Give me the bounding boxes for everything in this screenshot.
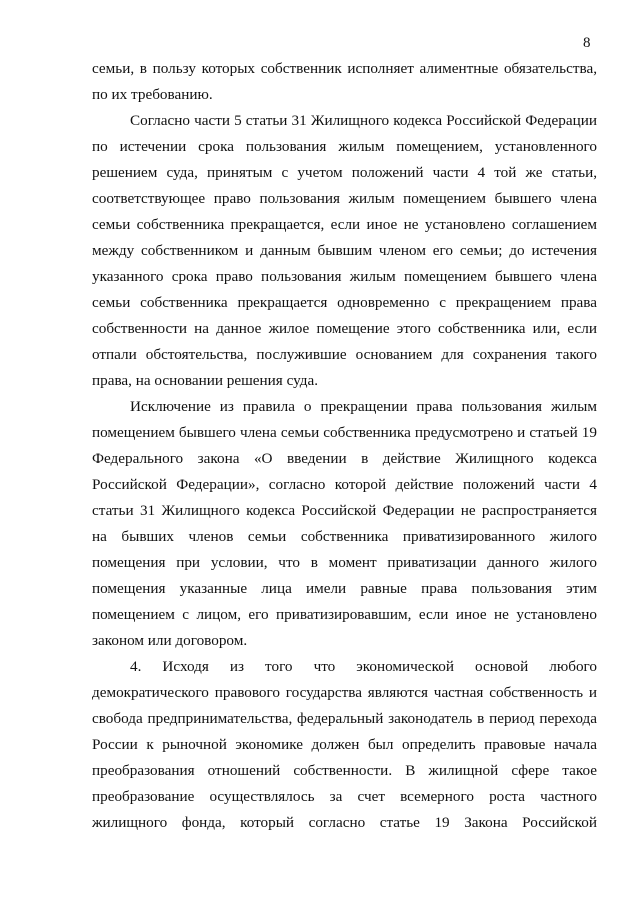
text-line: семьи собственника прекращается одновременно с прекращением права: [92, 294, 597, 311]
text-line: семьи, в пользу которых собственник исполняет алиментные обязательства,: [92, 60, 597, 77]
text-line: Федерального закона «О введении в действие Жилищного кодекса: [92, 450, 597, 467]
text-line: по их требованию.: [92, 86, 213, 103]
text-line: права, на основании решения суда.: [92, 372, 319, 389]
text-line: решением суда, принятым с учетом положений части 4 той же статьи,: [92, 164, 597, 181]
text-line: помещением с лицом, его приватизировавшим, если иное не установлено: [92, 606, 597, 623]
text-line: России к рыночной экономике должен был определить правовые начала: [92, 736, 597, 753]
page-number: 8: [583, 35, 591, 51]
text-line: жилищного фонда, который согласно статье 19 Закона Российской: [92, 814, 597, 831]
text-line: помещением бывшего члена семьи собственника предусмотрено и статьей 19: [92, 424, 597, 441]
text-line: Российской Федерации», согласно которой действие положений части 4: [92, 476, 597, 493]
paragraph-first-line: 4. Исходя из того что экономической основой любого: [130, 658, 597, 675]
text-line: по истечении срока пользования жилым помещением, установленного: [92, 138, 597, 155]
text-line: указанного срока право пользования жилым помещением бывшего члена: [92, 268, 597, 285]
text-line: преобразование осуществлялось за счет всемерного роста частного: [92, 788, 597, 805]
text-line: статьи 31 Жилищного кодекса Российской Федерации не распространяется: [92, 502, 597, 519]
text-line: демократического правового государства являются частная собственность и: [92, 684, 597, 701]
text-line: между собственником и данным бывшим членом его семьи; до истечения: [92, 242, 597, 259]
text-line: соответствующее право пользования жилым помещением бывшего члена: [92, 190, 597, 207]
text-line: на бывших членов семьи собственника приватизированного жилого: [92, 528, 597, 545]
text-line: семьи собственника прекращается, если иное не установлено соглашением: [92, 216, 597, 233]
text-line: законом или договором.: [92, 632, 248, 649]
text-line: свобода предпринимательства, федеральный законодатель в период перехода: [92, 710, 597, 727]
text-line: собственности на данное жилое помещение этого собственника или, если: [92, 320, 597, 337]
text-line: помещения указанные лица имели равные права пользования этим: [92, 580, 597, 597]
text-line: преобразования отношений собственности. В жилищной сфере такое: [92, 762, 597, 779]
text-line: отпали обстоятельства, послужившие основанием для сохранения такого: [92, 346, 597, 363]
paragraph-first-line: Исключение из правила о прекращении права пользования жилым: [130, 398, 597, 415]
paragraph-first-line: Согласно части 5 статьи 31 Жилищного кодекса Российской Федерации: [130, 112, 597, 129]
text-line: помещения при условии, что в момент приватизации данного жилого: [92, 554, 597, 571]
